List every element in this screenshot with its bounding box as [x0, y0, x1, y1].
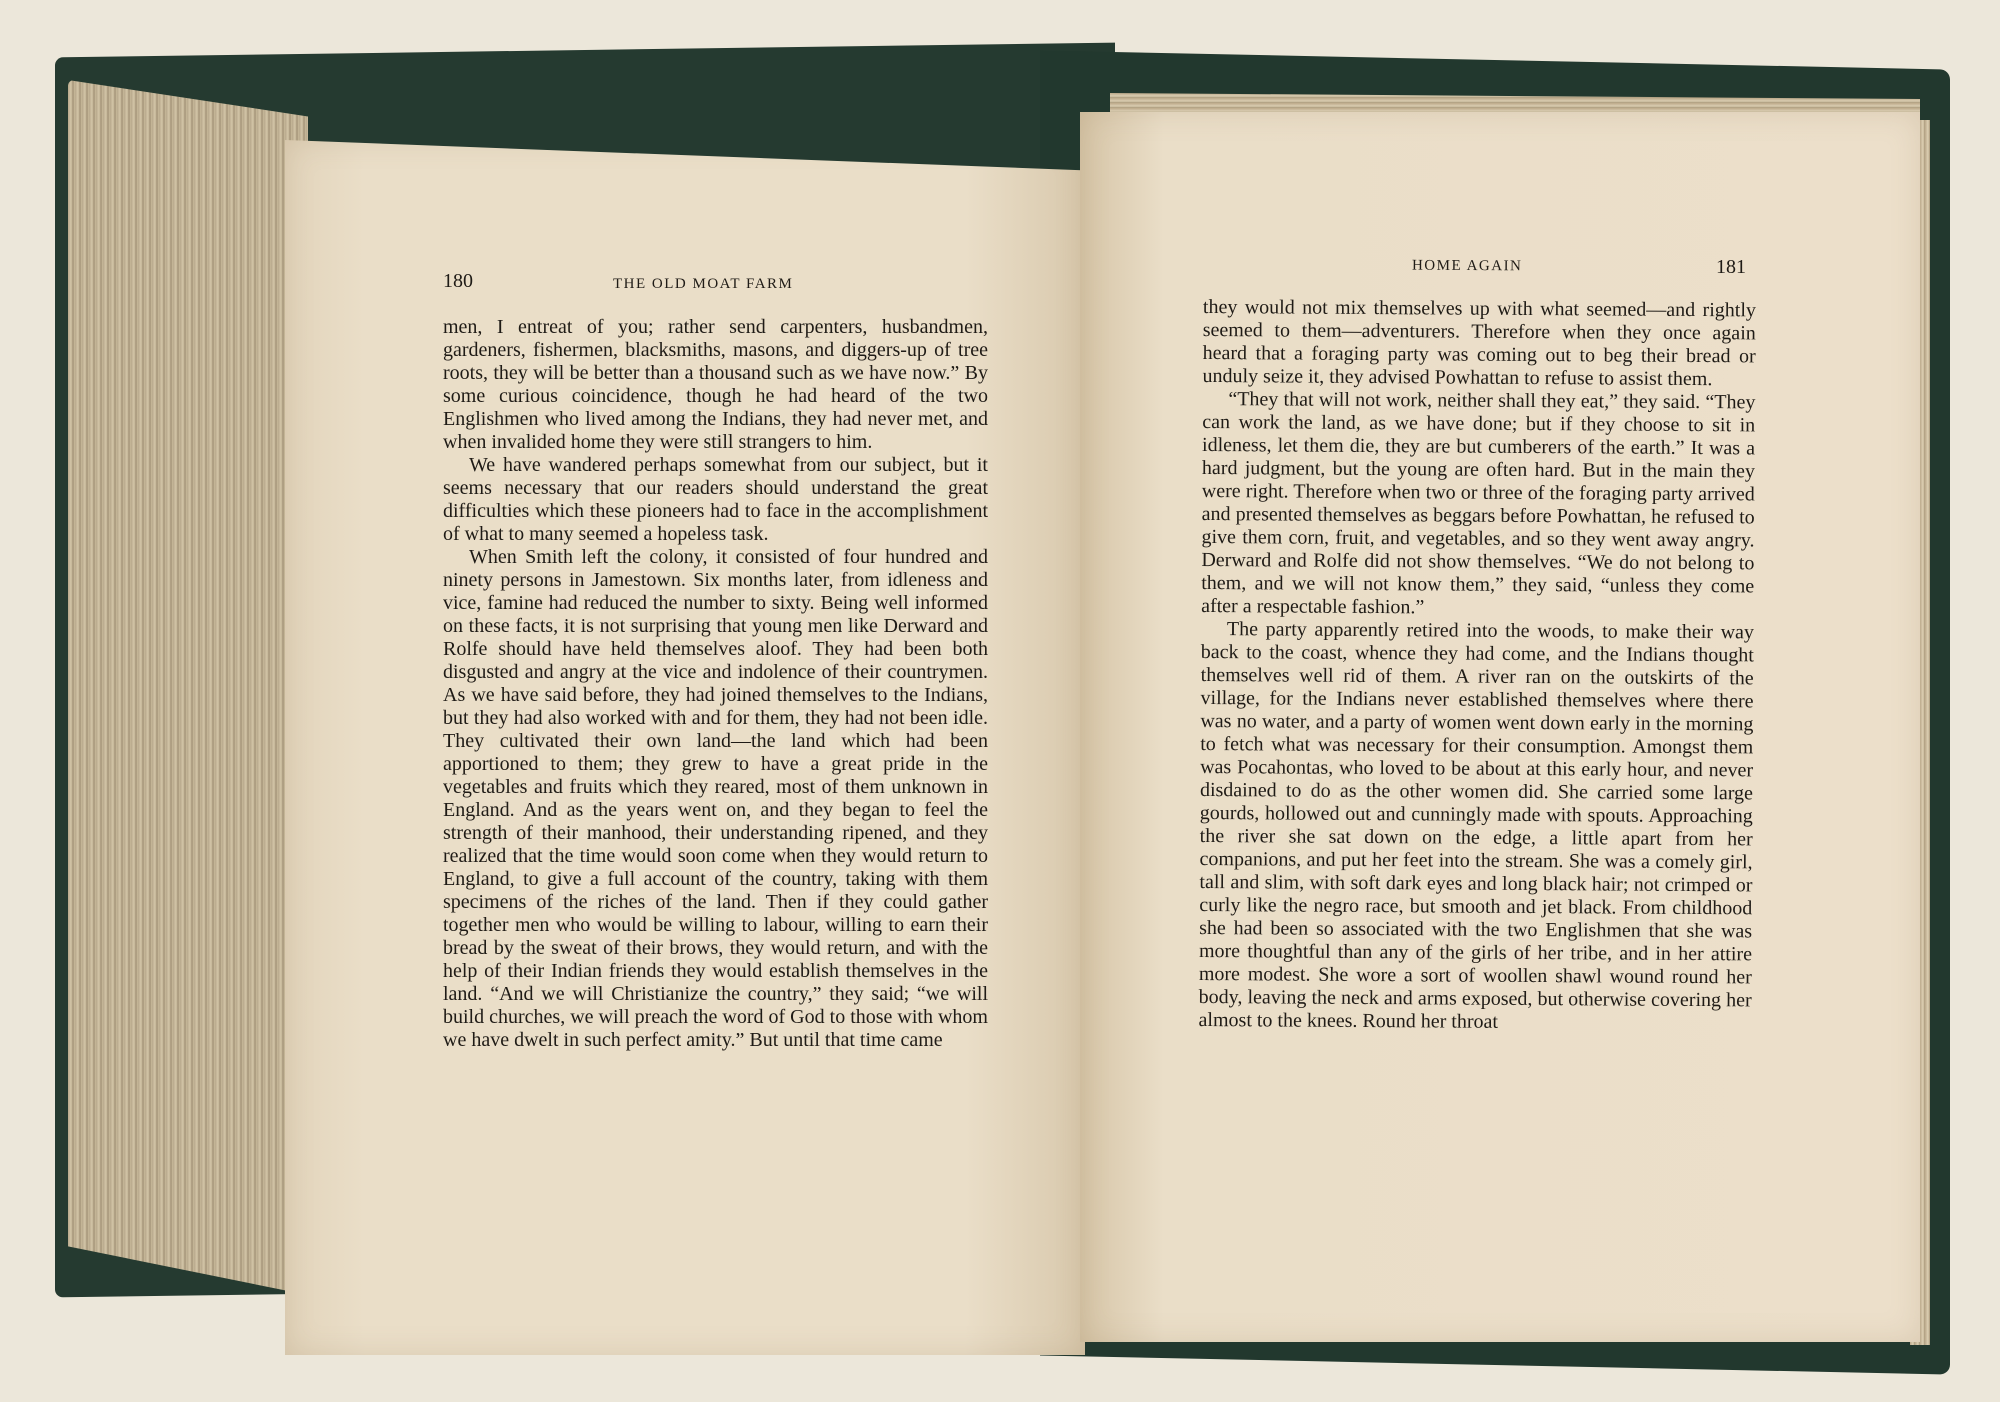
paragraph: When Smith left the colony, it consisted of four hundred and ninety persons in Jamestown. Six months later, from idleness and vice, famine had reduced the number to sixty. Being well informed on these facts, it is not surprising that young men like Derward and Rolfe should have held themselves aloof. They had been both disgusted and angry at the vice and indolence of their countrymen. As we have said before, they had joined themselves to the Indians, but they had also worked with and for them, they had not been idle. They cultivated their own land—the land which had been apportioned to them; they grew to have a great pride in the vegetables and fruits which they reared, most of them unknown in England. And as the years went on, and they began to feel the strength of their manhood, their understanding ripened, and they realized that the time would soon come when they would return to England, to give a full account of the country, taking with them specimens of the riches of the land. Then if they could gather together men who would be willing to labour, willing to earn their bread by the sweat of their brows, they would return, and with the help of their Indian friends they would establish themselves in the land. “And we will Christianize the country,” they said; “we will build churches, we will preach the word of God to those with whom we have dwelt in such perfect amity.” But until that time came [443, 546, 988, 1051]
right-page-body [1199, 296, 1756, 1035]
paragraph: The party apparently retired into the woods, to make their way back to the coast, whence they had come, and the Indians thought themselves well rid of them. A river ran on the outskirts of the village, for the Indians never established themselves where there was no water, and a party of women went down early in the morning to fetch what was necessary for their consumption. Amongst them was Pocahontas, who loved to be about at this early hour, and never disdained to do as the other women did. She carried some large gourds, hollowed out and cunningly made with spouts. Approaching the river she sat down on the edge, a little apart from her companions, and put her feet into the stream. She was a comely girl, tall and slim, with soft dark eyes and long black hair; not crimped or curly like the negro race, but smooth and jet black. From childhood she had been so associated with the two Englishmen that she was more thoughtful than any of the girls of her tribe, and in her attire more modest. She wore a sort of woollen shawl wound round her body, leaving the neck and arms exposed, but otherwise covering her almost to the knees. Round her throat [1198, 618, 1755, 1033]
left-running-title: THE OLD MOAT FARM [613, 276, 794, 292]
paragraph: men, I entreat of you; rather send carpenters, husbandmen, gardeners, fishermen, blacksmiths, masons, and diggers-up of tree roots, they will be better than a thousand such as we have now.” By some curious coincidence, though he had heard of the two Englishmen who lived among the Indians, they had never met, and when invalided home they were still strangers to him. [443, 316, 988, 453]
paragraph: We have wandered perhaps somewhat from our subject, but it seems necessary that our readers should understand the great difficulties which these pioneers had to face in the accomplishment of what to many seemed a hopeless task. [443, 454, 988, 545]
paragraph: they would not mix themselves up with what seemed—and rightly seemed to them—adventurers. Therefore when they once again heard that a foraging party was coming out to beg their bread or unduly seize it, they advised Powhattan to refuse to assist them. [1202, 296, 1756, 391]
paragraph: “They that will not work, neither shall they eat,” they said. “They can work the land, as we have done; but if they choose to sit in idleness, let them die, they are but cumberers of the earth.” It was a hard judgment, but the young are often hard. But in the main they were right. Therefore when two or three of the foraging party arrived and presented themselves as beggars before Powhattan, he refused to give them corn, fruit, and vegetables, and so they went away angry. Derward and Rolfe did not show themselves. “We do not belong to them, and we will not know them,” they said, “unless they come after a respectable fashion.” [1201, 388, 1756, 619]
right-running-title: HOME AGAIN [1411, 257, 1523, 275]
left-page-body [443, 316, 988, 1052]
page-edges-left [68, 80, 308, 1295]
left-page-number: 180 [443, 270, 473, 292]
right-page-number: 181 [1716, 256, 1746, 278]
